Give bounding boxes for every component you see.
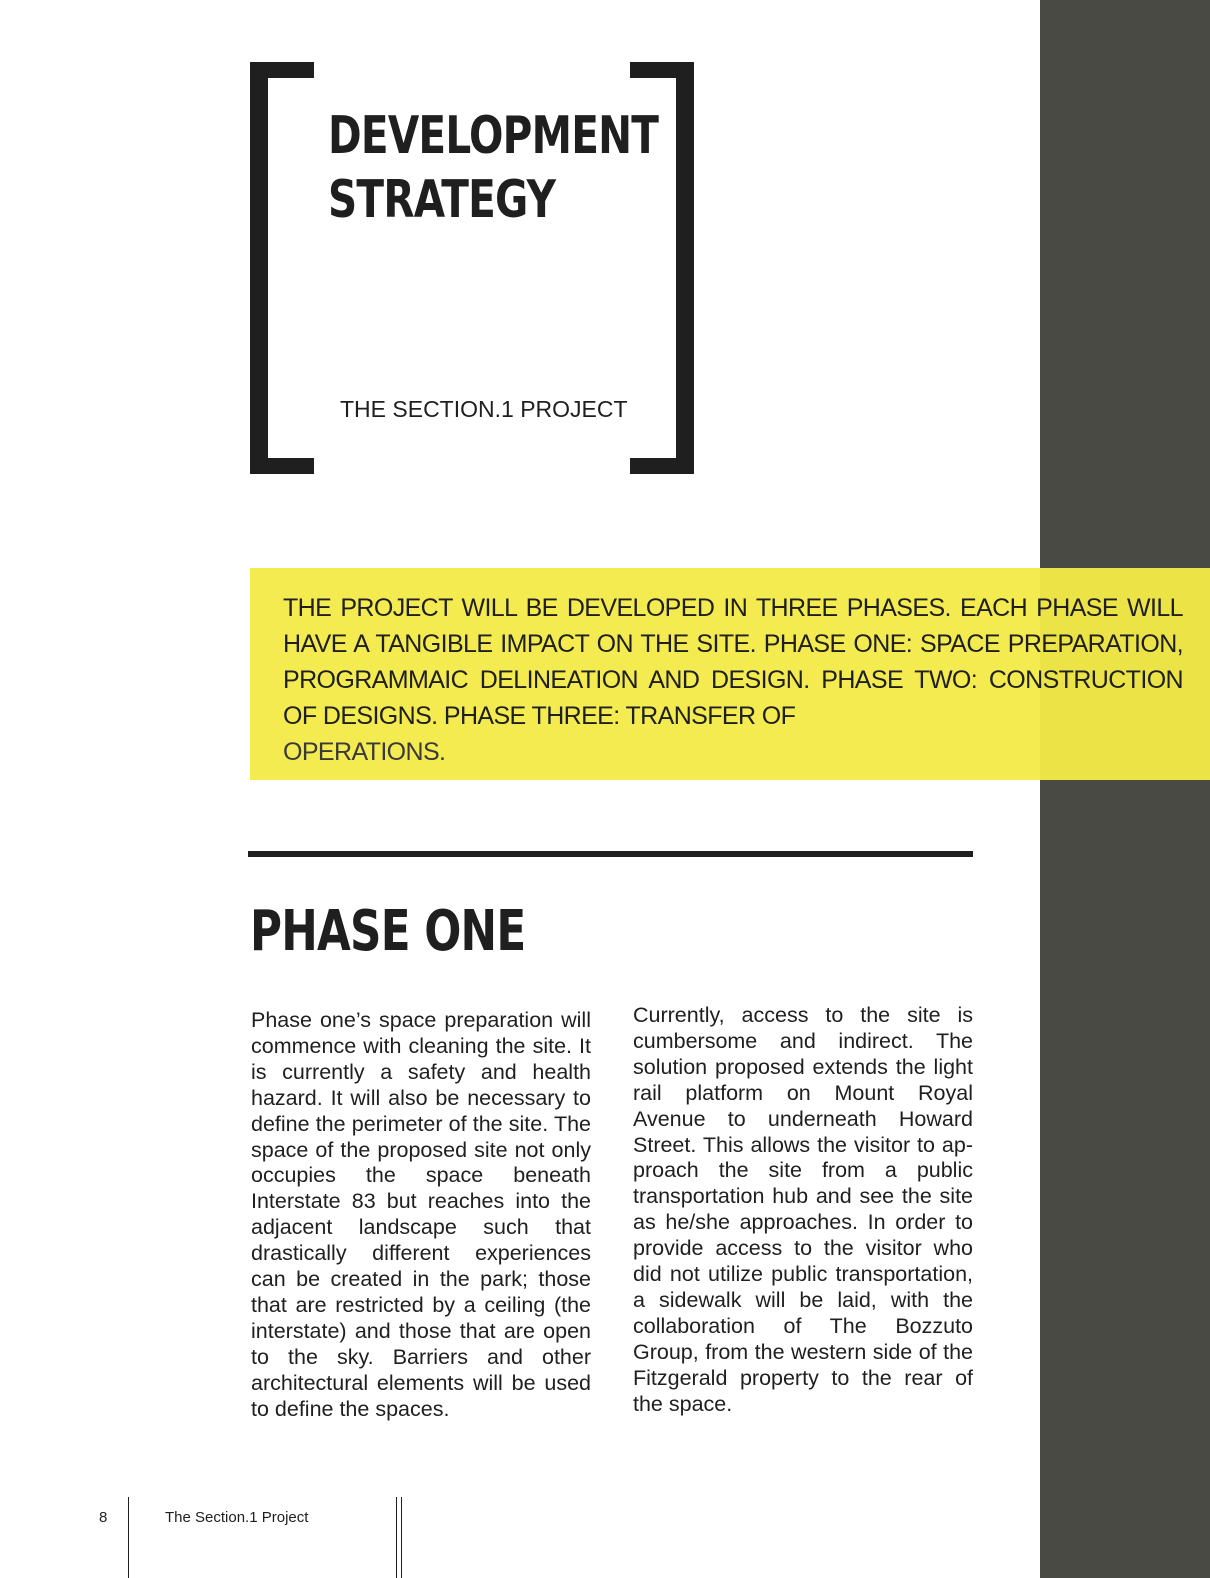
footer-divider	[401, 1497, 402, 1578]
highlight-text	[283, 590, 1183, 770]
highlight-tail: OPERATIONS.	[283, 738, 446, 766]
page-number: 8	[99, 1509, 108, 1526]
footer-label: The Section.1 Project	[165, 1509, 309, 1526]
left-bracket	[250, 62, 314, 474]
section-title: PHASE ONE	[250, 899, 526, 964]
sidebar-band	[1040, 0, 1210, 1578]
body-column-left: Phase one’s space preparation will commence with cleaning the site. It is currently a safety and health hazard. It will also be necessary to define the perimeter of the site. The space of the proposed site not only occupies the space beneath Interstate 83 but reaches into the adjacent landscape such that drastically different experiences can be created in the park; those that are restricted by a ceiling (the interstate) and those that are open to the sky. Barriers and other architectural elements will be used to define the spaces.	[251, 1008, 591, 1421]
footer-divider	[396, 1497, 397, 1578]
highlight-body: THE PROJECT WILL BE DEVELOPED IN THREE PHASES. EACH PHASE WILL HAVE A TANGIBLE IMPACT ON THE SITE. PHASE ONE: SPACE PREPARATION, PROGRAMMAIC DELINEATION AND DESIGN. PHASE TWO: CONSTRUCTION OF DESIGNS. PHASE THREE: TRANSFER OF	[283, 594, 1183, 730]
section-divider	[248, 851, 973, 857]
body-column-right: Currently, access to the site is cumbersome and indirect. The solution proposed extends the light rail platform on Mount Royal Avenue to underneath Howard Street. This allows the visitor to approach the site from a public transportation hub and see the site as he/she approaches. In order to provide access to the visitor who did not utilize public transportation, a sidewalk will be laid, with the collaboration of The Bozzuto Group, from the western side of the Fitzgerald property to the rear of the space.	[633, 1003, 973, 1416]
page-subtitle: THE SECTION.1 PROJECT	[340, 396, 628, 422]
title-line-2: STRATEGY	[328, 170, 556, 230]
footer-divider	[128, 1497, 129, 1578]
page-title	[328, 104, 734, 232]
title-line-1: DEVELOPMENT	[328, 106, 659, 166]
